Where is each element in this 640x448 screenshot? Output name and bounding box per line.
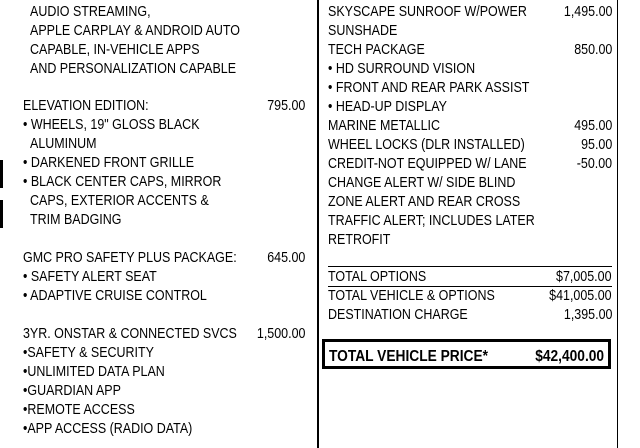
credit-line-1: CREDIT-NOT EQUIPPED W/ LANE [328, 156, 527, 172]
elevation-line-5: CAPS, EXTERIOR ACCENTS & [30, 193, 209, 209]
elevation-line-4: • BLACK CENTER CAPS, MIRROR [23, 174, 222, 190]
audio-line-1: AUDIO STREAMING, [30, 4, 151, 20]
audio-line-3: CAPABLE, IN-VEHICLE APPS [30, 42, 200, 58]
tech-package-title: TECH PACKAGE [328, 42, 425, 58]
elevation-line-3: • DARKENED FRONT GRILLE [23, 155, 195, 171]
tech-package-price: 850.00 [573, 42, 612, 58]
tech-line-3: • HEAD-UP DISPLAY [328, 99, 447, 115]
onstar-line-4: •REMOTE ACCESS [23, 402, 135, 418]
left-edge-mark-2 [0, 200, 3, 228]
sunroof-price: 1,495.00 [563, 4, 612, 20]
wheel-locks-title: WHEEL LOCKS (DLR INSTALLED) [328, 137, 525, 153]
destination-charge-label: DESTINATION CHARGE [328, 307, 468, 323]
elevation-line-6: TRIM BADGING [30, 212, 122, 228]
left-column-divider [317, 0, 319, 448]
onstar-line-3: •GUARDIAN APP [23, 383, 121, 399]
total-vehicle-price-box [322, 339, 611, 369]
onstar-line-5: •APP ACCESS (RADIO DATA) [23, 421, 193, 437]
marine-metallic-title: MARINE METALLIC [328, 118, 441, 134]
elevation-price: 795.00 [266, 98, 305, 114]
onstar-title: 3YR. ONSTAR & CONNECTED SVCS [23, 326, 237, 342]
totals-rule-top [328, 266, 612, 267]
audio-line-4: AND PERSONALIZATION CAPABLE [30, 61, 237, 77]
total-vehicle-options-value: $41,005.00 [549, 288, 612, 304]
destination-charge-value: 1,395.00 [563, 307, 612, 323]
onstar-line-2: •UNLIMITED DATA PLAN [23, 364, 165, 380]
total-options-label: TOTAL OPTIONS [328, 269, 427, 285]
sunroof-line-2: SUNSHADE [328, 23, 398, 39]
sunroof-line-1: SKYSCAPE SUNROOF W/POWER [328, 4, 527, 20]
safety-line-2: • ADAPTIVE CRUISE CONTROL [23, 288, 207, 304]
wheel-locks-price: 95.00 [580, 137, 612, 153]
safety-line-1: • SAFETY ALERT SEAT [23, 269, 157, 285]
safety-package-title: GMC PRO SAFETY PLUS PACKAGE: [23, 250, 237, 266]
right-border [617, 0, 618, 448]
credit-line-2: CHANGE ALERT W/ SIDE BLIND [328, 175, 516, 191]
safety-package-price: 645.00 [266, 250, 305, 266]
tech-line-1: • HD SURROUND VISION [328, 61, 476, 77]
onstar-price: 1,500.00 [256, 326, 305, 342]
tech-line-2: • FRONT AND REAR PARK ASSIST [328, 80, 530, 96]
credit-price: -50.00 [576, 156, 612, 172]
elevation-title: ELEVATION EDITION: [23, 98, 149, 114]
onstar-line-1: •SAFETY & SECURITY [23, 345, 154, 361]
audio-line-2: APPLE CARPLAY & ANDROID AUTO [30, 23, 240, 39]
credit-line-4: TRAFFIC ALERT; INCLUDES LATER [328, 213, 535, 229]
credit-line-3: ZONE ALERT AND REAR CROSS [328, 194, 521, 210]
credit-line-5: RETROFIT [328, 232, 391, 248]
left-edge-mark-1 [0, 160, 3, 188]
total-vehicle-options-label: TOTAL VEHICLE & OPTIONS [328, 288, 495, 304]
elevation-line-2: ALUMINUM [30, 136, 97, 152]
total-vehicle-price-value: $42,400.00 [535, 348, 604, 365]
total-options-value: $7,005.00 [556, 269, 612, 285]
total-vehicle-price-label: TOTAL VEHICLE PRICE* [329, 348, 489, 365]
elevation-line-1: • WHEELS, 19" GLOSS BLACK [23, 117, 200, 133]
marine-metallic-price: 495.00 [573, 118, 612, 134]
